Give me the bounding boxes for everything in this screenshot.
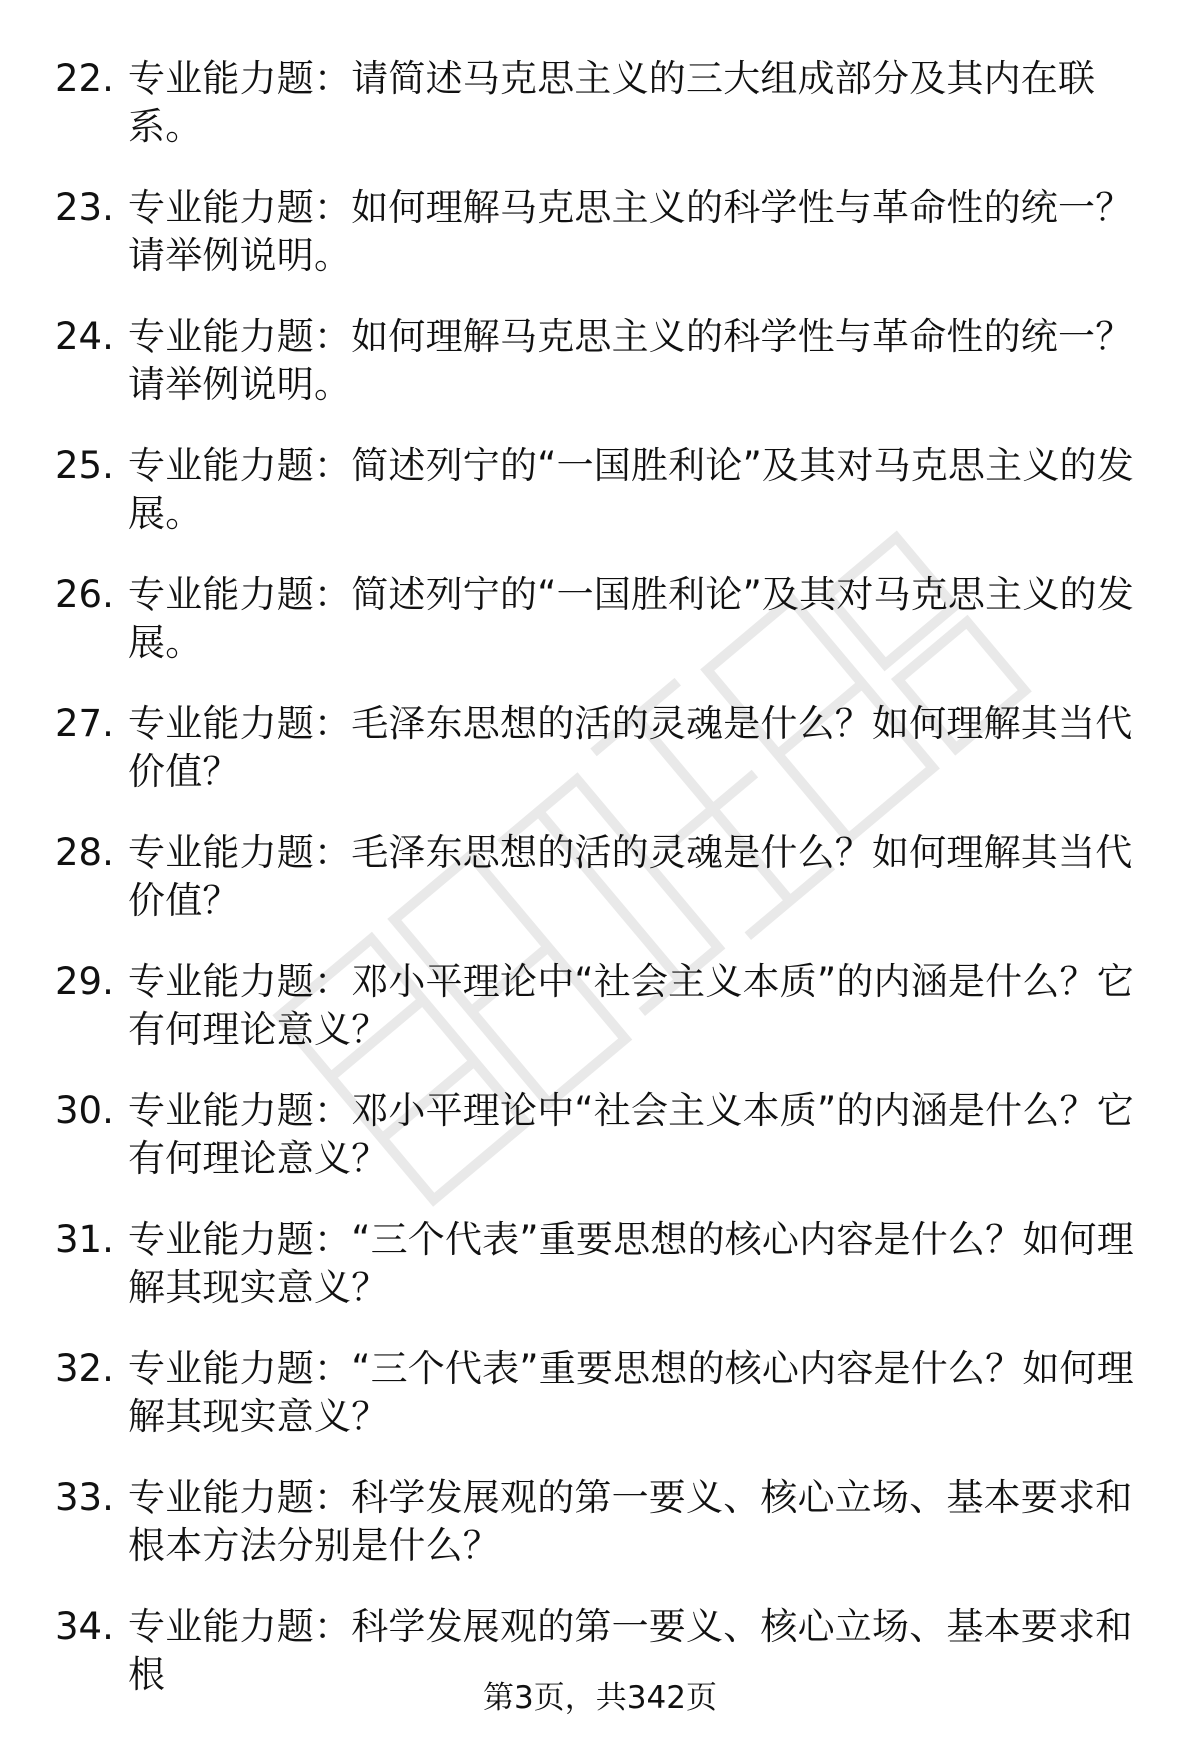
- question-item: [0, 184, 1200, 280]
- question-item: [0, 55, 1200, 151]
- question-item: [0, 442, 1200, 538]
- question-item: [0, 958, 1200, 1054]
- question-item: [0, 829, 1200, 925]
- question-number: 31.: [55, 1218, 114, 1261]
- question-text: 专业能力题：科学发展观的第一要义、核心立场、基本要求和根: [128, 1605, 1133, 1696]
- question-item: [0, 571, 1200, 667]
- question-text: 专业能力题：请简述马克思主义的三大组成部分及其内在联系。: [128, 57, 1096, 148]
- question-number: 34.: [55, 1605, 114, 1648]
- question-item: [0, 1087, 1200, 1183]
- question-text: 专业能力题：如何理解马克思主义的科学性与革命性的统一？请举例说明。: [128, 186, 1133, 277]
- question-item: [0, 1216, 1200, 1312]
- question-number: 25.: [55, 444, 114, 487]
- question-text: 专业能力题：“三个代表”重要思想的核心内容是什么？如何理解其现实意义？: [128, 1218, 1134, 1309]
- question-item: [0, 700, 1200, 796]
- question-number: 29.: [55, 960, 114, 1003]
- page-footer: [0, 1678, 1200, 1718]
- question-number: 26.: [55, 573, 114, 616]
- question-item: [0, 313, 1200, 409]
- question-number: 22.: [55, 57, 114, 100]
- question-text: 专业能力题：毛泽东思想的活的灵魂是什么？如何理解其当代价值？: [128, 702, 1133, 793]
- question-text: 专业能力题：邓小平理论中“社会主义本质”的内涵是什么？它有何理论意义？: [128, 960, 1134, 1051]
- question-number: 32.: [55, 1347, 114, 1390]
- question-number: 24.: [55, 315, 114, 358]
- question-text: 专业能力题：简述列宁的“一国胜利论”及其对马克思主义的发展。: [128, 444, 1134, 535]
- question-item: [0, 1474, 1200, 1570]
- question-list: [0, 55, 1200, 1732]
- question-text: 专业能力题：如何理解马克思主义的科学性与革命性的统一？请举例说明。: [128, 315, 1133, 406]
- page-number-label: 第3页，共342页: [483, 1680, 717, 1716]
- question-number: 33.: [55, 1476, 114, 1519]
- question-number: 30.: [55, 1089, 114, 1132]
- question-number: 23.: [55, 186, 114, 229]
- question-number: 27.: [55, 702, 114, 745]
- question-text: 专业能力题：科学发展观的第一要义、核心立场、基本要求和根本方法分别是什么？: [128, 1476, 1133, 1567]
- question-text: 专业能力题：邓小平理论中“社会主义本质”的内涵是什么？它有何理论意义？: [128, 1089, 1134, 1180]
- question-text: 专业能力题：毛泽东思想的活的灵魂是什么？如何理解其当代价值？: [128, 831, 1133, 922]
- question-item: [0, 1345, 1200, 1441]
- question-number: 28.: [55, 831, 114, 874]
- question-text: 专业能力题：“三个代表”重要思想的核心内容是什么？如何理解其现实意义？: [128, 1347, 1134, 1438]
- question-text: 专业能力题：简述列宁的“一国胜利论”及其对马克思主义的发展。: [128, 573, 1134, 664]
